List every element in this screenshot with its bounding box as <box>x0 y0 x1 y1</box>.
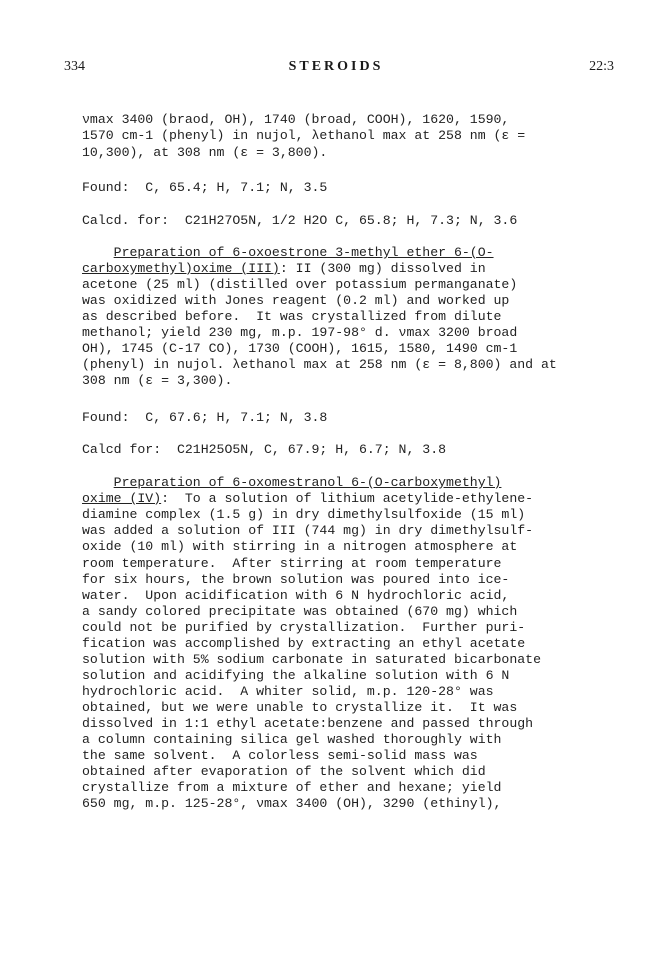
paragraph-iii-line-4: as described before. It was crystallized from dilute <box>82 309 502 324</box>
paragraph-iii-line-6: OH), 1745 (C-17 CO), 1730 (COOH), 1615, 1580, 1490 cm-1 <box>82 341 518 356</box>
paragraph-iv-line-9: could not be purified by crystallization. Further puri- <box>82 620 526 635</box>
heading-iv-line-2: oxime (IV) <box>82 491 162 506</box>
paragraph-iii-line-7: (phenyl) in nujol. λethanol max at 258 nm (ε = 8,800) and at <box>82 357 557 372</box>
section-heading-iii <box>82 245 642 261</box>
paragraph-iv-line-19: crystallize from a mixture of ether and hexane; yield <box>82 780 502 795</box>
paragraph-iv-line-16: a column containing silica gel washed thoroughly with <box>82 732 502 747</box>
paragraph-iv-line-17: the same solvent. A colorless semi-solid mass was <box>82 748 478 763</box>
found-analysis-2: Found: C, 67.6; H, 7.1; N, 3.8 <box>82 410 328 425</box>
paragraph-iv-line-18: obtained after evaporation of the solvent which did <box>82 764 486 779</box>
paragraph-iv-line-12: solution and acidifying the alkaline solution with 6 N <box>82 668 510 683</box>
paragraph-iv-line-2: diamine complex (1.5 g) in dry dimethylsulfoxide (15 ml) <box>82 507 526 522</box>
paragraph-iv-line-1 <box>82 491 642 507</box>
calcd-analysis-2: Calcd for: C21H25O5N, C, 67.9; H, 6.7; N, 3.8 <box>82 442 447 457</box>
calcd-analysis-1: Calcd. for: C21H27O5N, 1/2 H2O C, 65.8; H, 7.3; N, 3.6 <box>82 213 518 228</box>
paragraph-iv-line-8: a sandy colored precipitate was obtained (670 mg) which <box>82 604 518 619</box>
paragraph-iv-line-15: dissolved in 1:1 ethyl acetate:benzene and passed through <box>82 716 534 731</box>
paragraph-iii-line-3: was oxidized with Jones reagent (0.2 ml) and worked up <box>82 293 510 308</box>
paragraph-iv-line-4: oxide (10 ml) with stirring in a nitrogen atmosphere at <box>82 539 518 554</box>
paragraph-iv-line-10: fication was accomplished by extracting an ethyl acetate <box>82 636 526 651</box>
paragraph-iii-line-8: 308 nm (ε = 3,300). <box>82 373 233 388</box>
heading-iii-line-1: Preparation of 6-oxoestrone 3-methyl ether 6-(O- <box>113 245 494 260</box>
paragraph-iv-line-6: for six hours, the brown solution was poured into ice- <box>82 572 510 587</box>
paragraph-iv-line-20: 650 mg, m.p. 125-28°, νmax 3400 (OH), 3290 (ethinyl), <box>82 796 502 811</box>
heading-iv-line-1: Preparation of 6-oxomestranol 6-(O-carboxymethyl) <box>113 475 502 490</box>
paragraph-iii-line-1 <box>82 261 642 277</box>
paragraph-iv-text: : To a solution of lithium acetylide-ethylene- <box>161 491 534 506</box>
section-heading-iv <box>82 475 642 491</box>
paragraph-iv-line-14: obtained, but we were unable to crystallize it. It was <box>82 700 518 715</box>
page-number: 334 <box>64 59 85 74</box>
paragraph-iv-line-5: room temperature. After stirring at room temperature <box>82 556 502 571</box>
paragraph-iv-line-13: hydrochloric acid. A whiter solid, m.p. 120-28° was <box>82 684 494 699</box>
spectral-data-line-3: 10,300), at 308 nm (ε = 3,800). <box>82 145 328 160</box>
spectral-data-line-2: 1570 cm-1 (phenyl) in nujol, λethanol max at 258 nm (ε = <box>82 128 526 143</box>
spectral-data-line-1: νmax 3400 (braod, OH), 1740 (broad, COOH), 1620, 1590, <box>82 112 510 127</box>
paragraph-iii-line-2: acetone (25 ml) (distilled over potassium permanganate) <box>82 277 518 292</box>
paragraph-iv-line-7: water. Upon acidification with 6 N hydrochloric acid, <box>82 588 510 603</box>
running-title: STEROIDS <box>288 59 384 74</box>
found-analysis-1: Found: C, 65.4; H, 7.1; N, 3.5 <box>82 180 328 195</box>
paragraph-iii-text: : II (300 mg) dissolved in <box>279 261 486 276</box>
paragraph-iv-line-3: was added a solution of III (744 mg) in dry dimethylsulf- <box>82 523 534 538</box>
heading-iii-line-2: carboxymethyl)oxime (III) <box>82 261 280 276</box>
paragraph-iii-line-5: methanol; yield 230 mg, m.p. 197-98° d. νmax 3200 broad <box>82 325 518 340</box>
issue-number: 22:3 <box>589 59 614 74</box>
paragraph-iv-line-11: solution with 5% sodium carbonate in saturated bicarbonate <box>82 652 541 667</box>
